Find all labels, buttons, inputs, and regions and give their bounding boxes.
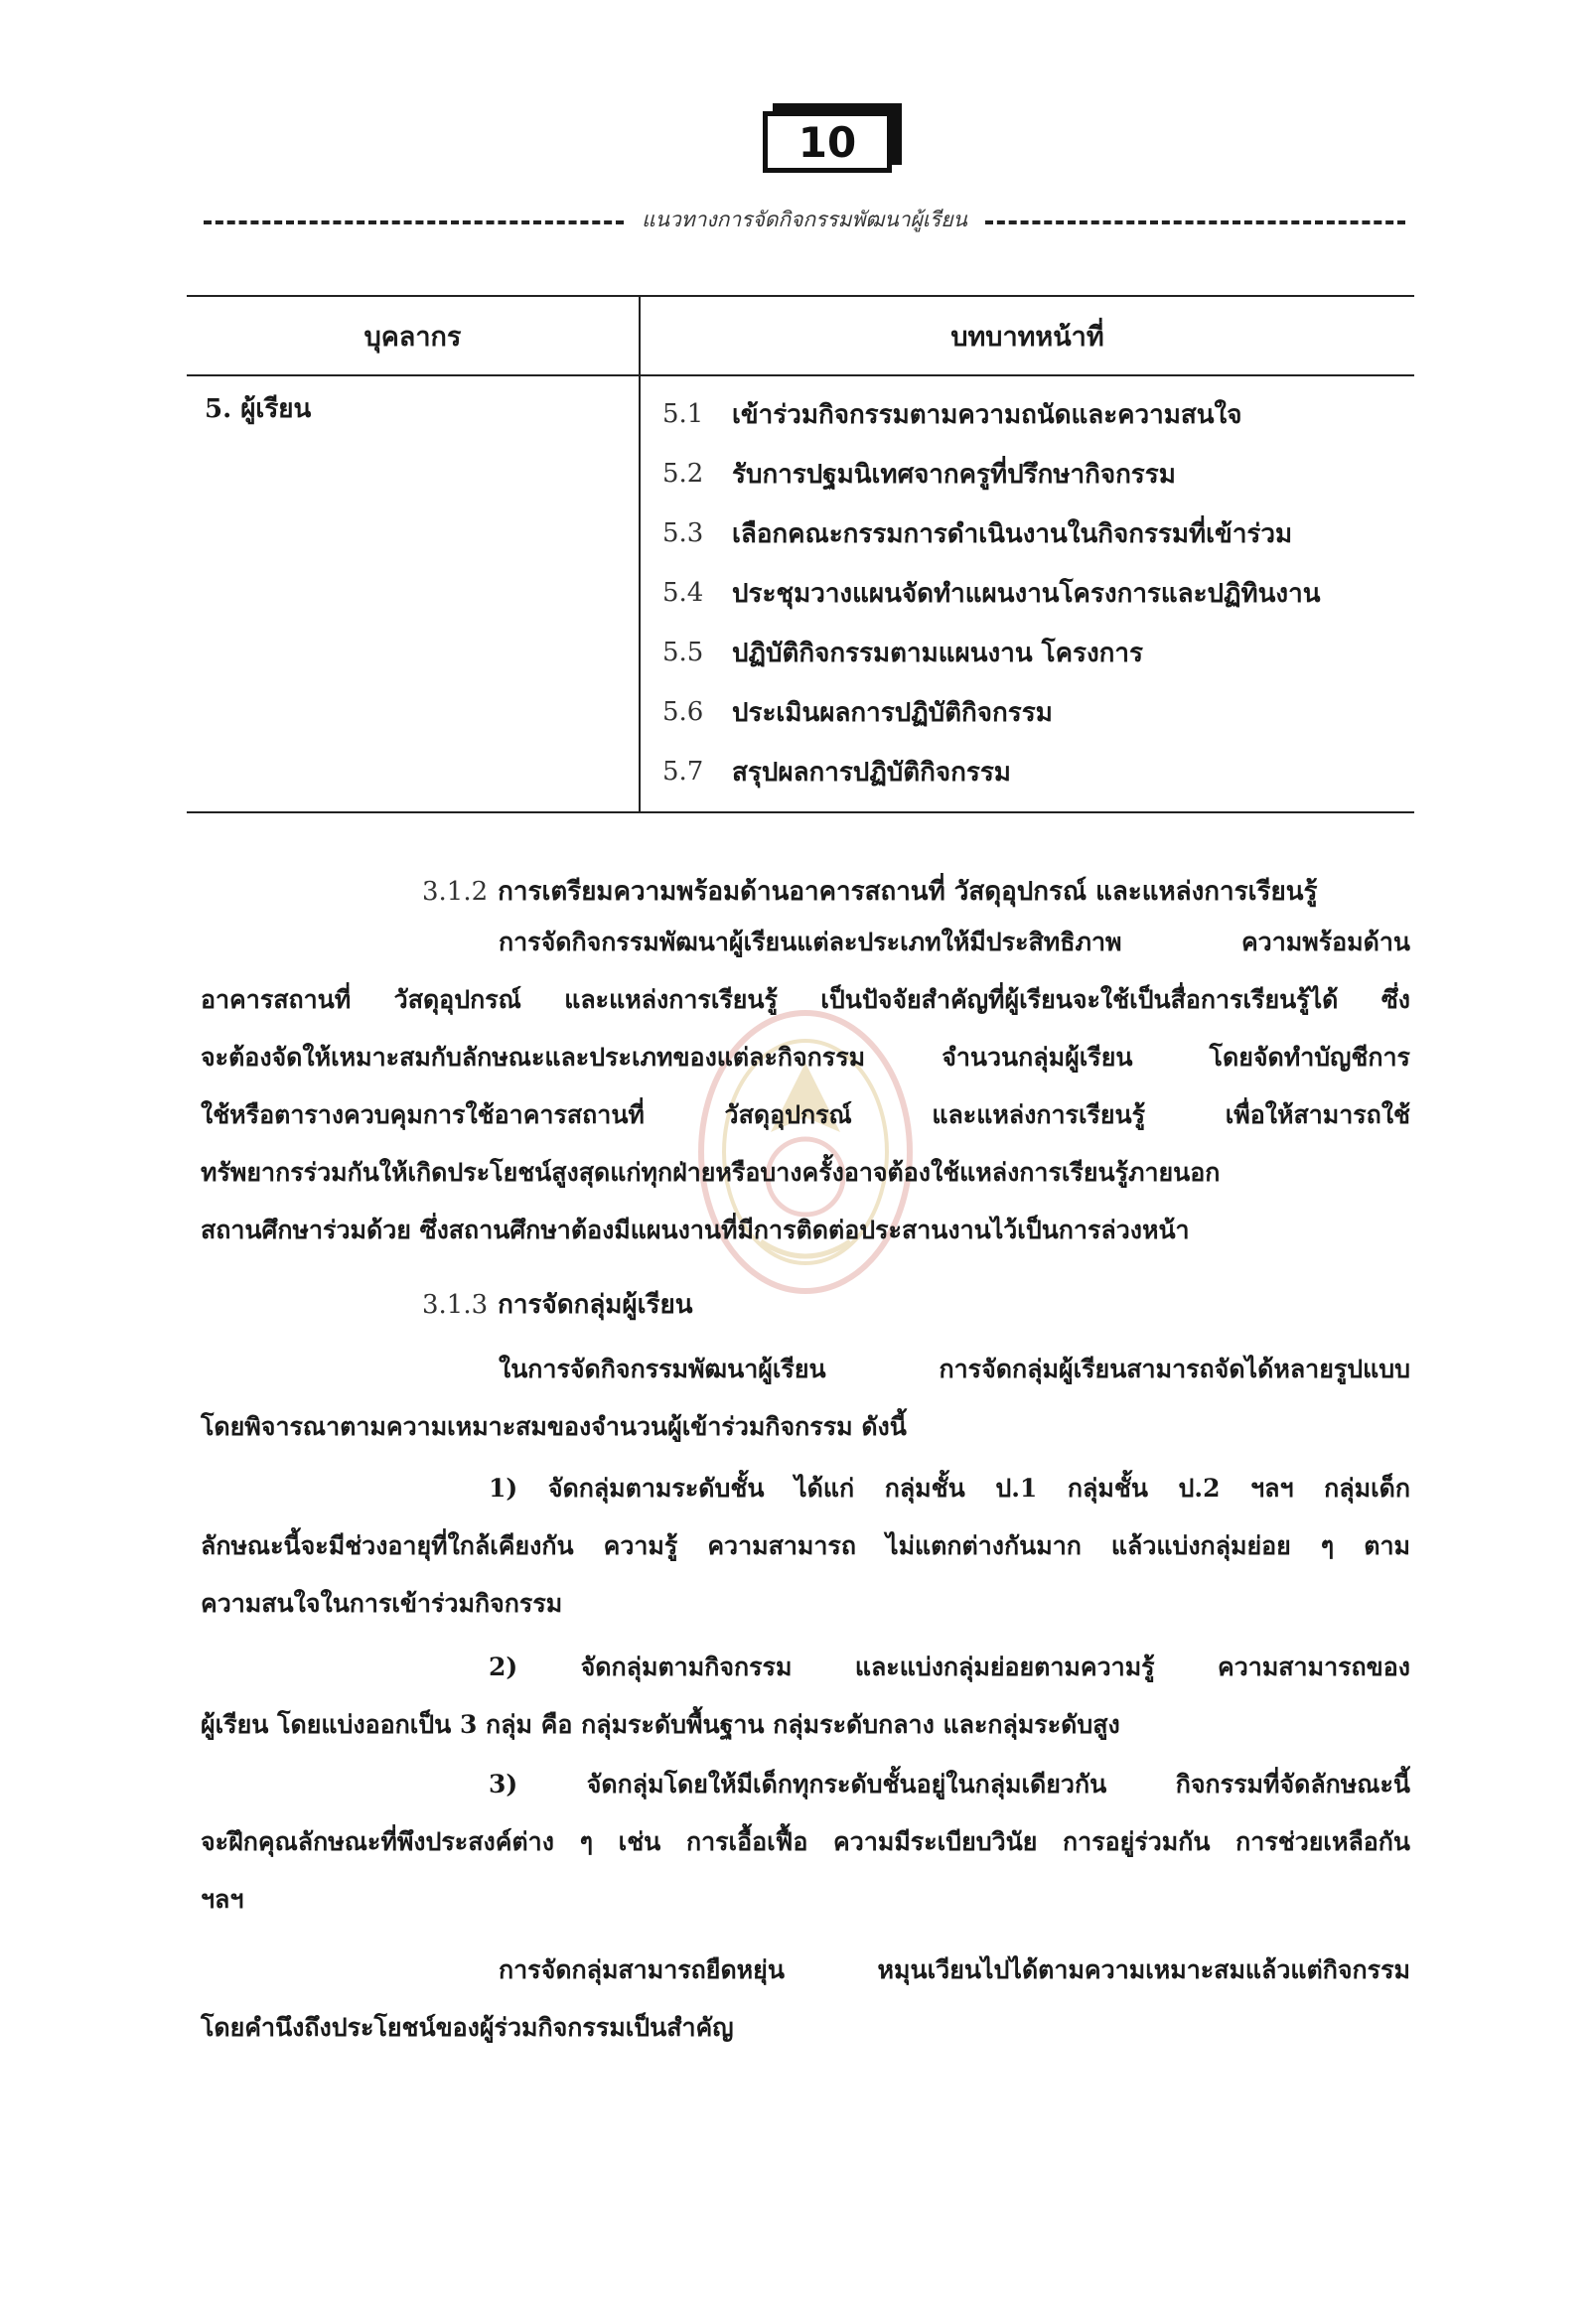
list-item-line: ฯลฯ [201, 1885, 244, 1914]
paragraph-line: สถานศึกษาร่วมด้วย ซึ่งสถานศึกษาต้องมีแผนงานที่มีการติดต่อประสานงานไว้เป็นการล่วงหน้า [201, 1216, 1190, 1244]
list-item-line: 3) จัดกลุ่มโดยให้มีเด็กทุกระดับชั้นอยู่ในกลุ่มเดียวกัน กิจกรรมที่จัดลักษณะนี้ [489, 1770, 1410, 1799]
paragraph-facilities [201, 914, 1410, 1259]
table-row [187, 376, 1414, 811]
role-item [641, 742, 1414, 801]
role-number: 5.5 [662, 638, 704, 667]
list-item-line: 1) จัดกลุ่มตามระดับชั้น ได้แก่ กลุ่มชั้น ป.1 กลุ่มชั้น ป.2 ฯลฯ กลุ่มเด็ก [489, 1474, 1410, 1503]
role-item [641, 623, 1414, 682]
paragraph-line: อาคารสถานที่ วัสดุอุปกรณ์ และแหล่งการเรียนรู้ เป็นปัจจัยสำคัญที่ผู้เรียนจะใช้เป็นสื่อการเรียนรู้ได้ ซึ่ง [201, 985, 1410, 1014]
role-number: 5.7 [662, 757, 704, 787]
role-number: 5.2 [662, 459, 704, 489]
paragraph-line: ในการจัดกิจกรรมพัฒนาผู้เรียน การจัดกลุ่มผู้เรียนสามารถจัดได้หลายรูปแบบ [499, 1355, 1410, 1383]
list-item-grade-level [201, 1460, 1410, 1633]
role-item [641, 504, 1414, 563]
page-number: 10 [798, 117, 857, 167]
section-heading-3-1-3 [422, 1284, 693, 1325]
roles-cell [641, 376, 1414, 811]
running-header-title: แนวทางการจัดกิจกรรมพัฒนาผู้เรียน [642, 207, 967, 231]
running-header [204, 205, 1405, 234]
personnel-cell: 5. ผู้เรียน [187, 376, 641, 811]
list-item-mixed [201, 1756, 1410, 1929]
paragraph-line: จะต้องจัดให้เหมาะสมกับลักษณะและประเภทของแต่ละกิจกรรม จำนวนกลุ่มผู้เรียน โดยจัดทำบัญชีการ [201, 1043, 1410, 1072]
role-text: รับการปฐมนิเทศจากครูที่ปรึกษากิจกรรม [732, 459, 1176, 490]
list-item-line: ผู้เรียน โดยแบ่งออกเป็น 3 กลุ่ม คือ กลุ่มระดับพื้นฐาน กลุ่มระดับกลาง และกลุ่มระดับสูง [201, 1710, 1120, 1739]
role-text: ประชุมวางแผนจัดทำแผนงานโครงการและปฏิทินงาน [732, 578, 1321, 609]
role-text: สรุปผลการปฏิบัติกิจกรรม [732, 757, 1011, 788]
role-item [641, 444, 1414, 504]
paragraph-line: โดยคำนึงถึงประโยชน์ของผู้ร่วมกิจกรรมเป็นสำคัญ [201, 2013, 734, 2042]
paragraph-line: โดยพิจารณาตามความเหมาะสมของจำนวนผู้เข้าร่วมกิจกรรม ดังนี้ [201, 1412, 907, 1441]
role-text: เข้าร่วมกิจกรรมตามความถนัดและความสนใจ [732, 399, 1242, 430]
header-rule-left [204, 220, 624, 224]
list-item-line: ลักษณะนี้จะมีช่วงอายุที่ใกล้เคียงกัน ความรู้ ความสามารถ ไม่แตกต่างกันมาก แล้วแบ่งกลุ่มย่อย ๆ ตาม [201, 1531, 1410, 1560]
header-rule-right [985, 220, 1405, 224]
section-title: การจัดกลุ่มผู้เรียน [498, 1290, 693, 1320]
role-number: 5.3 [662, 518, 704, 548]
role-item [641, 682, 1414, 742]
paragraph-closing [201, 1942, 1410, 2057]
list-item-activity [201, 1639, 1410, 1754]
section-number: 3.1.3 [422, 1290, 489, 1320]
role-number: 5.1 [662, 399, 704, 429]
section-title: การเตรียมความพร้อมด้านอาคารสถานที่ วัสดุอุปกรณ์ และแหล่งการเรียนรู้ [498, 877, 1318, 907]
section-heading-3-1-2 [422, 871, 1317, 912]
paragraph-line: การจัดกิจกรรมพัฒนาผู้เรียนแต่ละประเภทให้มีประสิทธิภาพ ความพร้อมด้าน [499, 928, 1410, 956]
role-number: 5.4 [662, 578, 704, 608]
role-text: เลือกคณะกรรมการดำเนินงานในกิจกรรมที่เข้าร่วม [732, 518, 1293, 549]
role-item [641, 384, 1414, 444]
list-item-line: ความสนใจในการเข้าร่วมกิจกรรม [201, 1589, 563, 1618]
role-text: ปฏิบัติกิจกรรมตามแผนงาน โครงการ [732, 638, 1143, 668]
list-item-line: จะฝึกคุณลักษณะที่พึงประสงค์ต่าง ๆ เช่น การเอื้อเฟื้อ ความมีระเบียบวินัย การอยู่ร่วมกัน การช่วยเหลือกัน [201, 1827, 1410, 1856]
roles-table [187, 295, 1414, 813]
role-text: ประเมินผลการปฏิบัติกิจกรรม [732, 697, 1053, 728]
paragraph-grouping-intro [201, 1341, 1410, 1456]
page-number-box [763, 111, 892, 173]
table-header-row [187, 297, 1414, 376]
paragraph-line: ทรัพยากรร่วมกันให้เกิดประโยชน์สูงสุดแก่ทุกฝ่ายหรือบางครั้งอาจต้องใช้แหล่งการเรียนรู้ภายนอก [201, 1158, 1221, 1187]
role-item [641, 563, 1414, 623]
list-item-line: 2) จัดกลุ่มตามกิจกรรม และแบ่งกลุ่มย่อยตามความรู้ ความสามารถของ [489, 1653, 1410, 1681]
column-header-roles: บทบาทหน้าที่ [950, 321, 1104, 353]
column-header-personnel: บุคลากร [187, 297, 641, 374]
paragraph-line: การจัดกลุ่มสามารถยืดหยุ่น หมุนเวียนไปได้ตามความเหมาะสมแล้วแต่กิจกรรม [499, 1955, 1410, 1984]
section-number: 3.1.2 [422, 877, 489, 907]
role-number: 5.6 [662, 697, 704, 727]
paragraph-line: ใช้หรือตารางควบคุมการใช้อาคารสถานที่ วัสดุอุปกรณ์ และแหล่งการเรียนรู้ เพื่อให้สามารถใช้ [201, 1100, 1410, 1129]
